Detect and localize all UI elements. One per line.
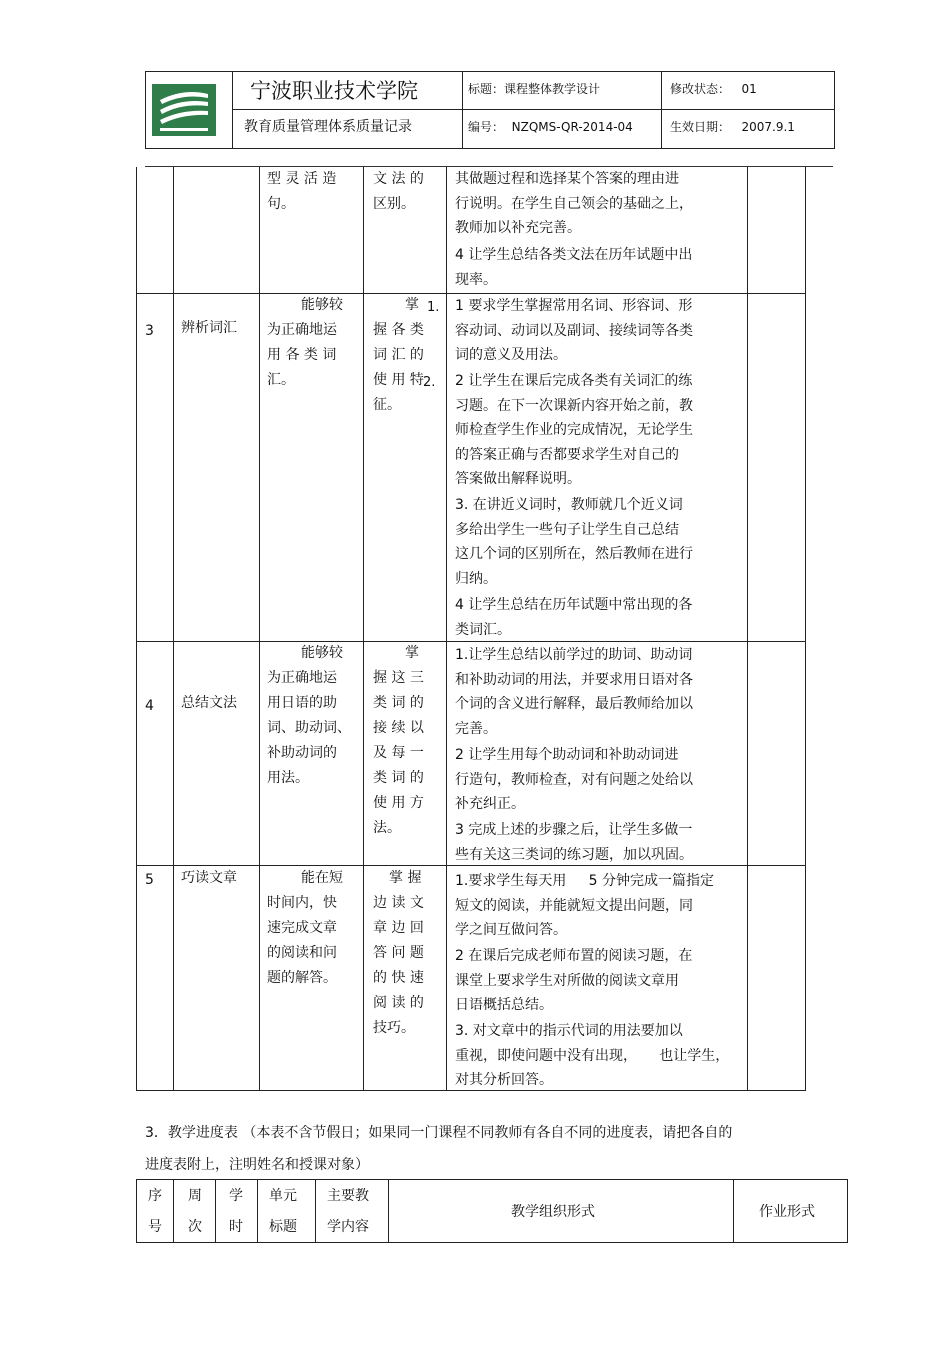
step-text: 重视，即使问题中没有出现， 也让学生，: [455, 1047, 730, 1064]
knowledge-text: 及 每 一: [373, 745, 424, 761]
header-unit: 标题: [269, 1219, 297, 1235]
step-text: 3. 对文章中的指示代词的用法要加以: [455, 1023, 683, 1039]
row-number: 4: [145, 698, 154, 714]
knowledge-text: 答 问 题: [373, 945, 424, 961]
task-title: 总结文法: [181, 695, 237, 711]
objective-text: 词、助动词、: [267, 720, 351, 736]
step-text: 这几个词的区别所在，然后教师在进行: [455, 546, 693, 562]
header-seq: 号: [148, 1219, 162, 1235]
header-unit: 单元: [269, 1188, 297, 1204]
knowledge-text: 文 法 的: [373, 171, 424, 187]
objective-text: 用日语的助: [267, 695, 337, 711]
knowledge-text: 类 词 的: [373, 695, 424, 711]
step-text: 完善。: [455, 720, 497, 737]
knowledge-text: 的 快 速: [373, 970, 424, 986]
knowledge-text: 握 各 类: [373, 322, 424, 338]
objective-text: 能够较: [301, 645, 343, 661]
header-seq: 序: [148, 1188, 162, 1204]
step-marker: 2.: [423, 375, 436, 390]
knowledge-text: 类 词 的: [373, 770, 424, 786]
step-marker: 1.: [427, 300, 440, 315]
header-content: 主要教: [327, 1188, 369, 1204]
step-text: 学之间互做问答。: [455, 922, 567, 938]
effective-date-field: 生效日期： 2007.9.1: [670, 120, 795, 134]
revision-field: 修改状态： 01: [670, 82, 757, 96]
teaching-design-table: [136, 167, 806, 1091]
header-hours: 时: [229, 1219, 243, 1235]
objective-text: 句。: [267, 196, 295, 212]
step-text: 容动词、动词以及副词、接续词等各类: [455, 322, 693, 339]
header-homework: 作业形式: [759, 1204, 815, 1220]
step-text: 其做题过程和选择某个答案的理由进: [455, 171, 679, 187]
header-week: 次: [188, 1219, 202, 1235]
knowledge-text: 词 汇 的: [373, 347, 424, 363]
step-text: 课堂上要求学生对所做的阅读文章用: [455, 972, 679, 989]
step-text: 2 在课后完成老师布置的阅读习题，在: [455, 948, 693, 964]
task-title: 辨析词汇: [181, 320, 237, 336]
title-field: 标题：课程整体教学设计: [468, 82, 601, 96]
step-text: 和补助动词的用法，并要求用日语对各: [455, 671, 693, 688]
step-text: 归纳。: [455, 570, 497, 587]
knowledge-text: 使 用 方: [373, 795, 424, 811]
step-text: 日语概括总结。: [455, 997, 553, 1013]
step-text: 答案做出解释说明。: [455, 471, 581, 487]
step-text: 个词的含义进行解释，最后教师给加以: [455, 696, 693, 712]
step-text: 对其分析回答。: [455, 1072, 553, 1088]
knowledge-text: 掌: [405, 297, 419, 313]
objective-text: 时间内，快: [267, 895, 337, 911]
step-text: 4 让学生总结各类文法在历年试题中出: [455, 247, 693, 263]
knowledge-text: 阅 读 的: [373, 995, 424, 1011]
objective-text: 能够较: [301, 297, 343, 313]
header-content: 学内容: [327, 1219, 369, 1235]
knowledge-text: 技巧。: [373, 1020, 415, 1036]
step-text: 多给出学生一些句子让学生自己总结: [455, 521, 679, 538]
step-text: 类词汇。: [455, 621, 511, 638]
knowledge-text: 章 边 回: [373, 920, 424, 936]
objective-text: 为正确地运: [267, 322, 337, 338]
objective-text: 题的解答。: [267, 970, 337, 986]
section-heading: 3．教学进度表 （本表不含节假日；如果同一门课程不同教师有各自不同的进度表，请把各自的: [145, 1125, 733, 1141]
step-text: 1 要求学生掌握常用名词、形容词、形: [455, 298, 693, 314]
step-text: 现率。: [455, 271, 497, 288]
step-text: 3 完成上述的步骤之后，让学生多做一: [455, 822, 693, 838]
system-name: 教育质量管理体系质量记录: [244, 119, 412, 135]
step-text: 4 让学生总结在历年试题中常出现的各: [455, 597, 693, 613]
knowledge-text: 掌 握: [389, 870, 422, 886]
step-text: 1.要求学生每天用 5 分钟完成一篇指定: [455, 873, 714, 889]
step-text: 1.让学生总结以前学过的助词、助动词: [455, 647, 693, 663]
step-text: 行说明。在学生自己领会的基础之上，: [455, 195, 693, 212]
step-text: 3. 在讲近义词时，教师就几个近义词: [455, 497, 683, 513]
knowledge-text: 法。: [373, 820, 401, 836]
objective-text: 能在短: [301, 870, 343, 886]
section-note: 进度表附上，注明姓名和授课对象）: [145, 1157, 369, 1173]
step-text: 2 让学生用每个助动词和补助动词进: [455, 747, 679, 763]
objective-text: 用法。: [267, 770, 309, 786]
objective-text: 为正确地运: [267, 670, 337, 686]
row-number: 5: [145, 872, 154, 888]
objective-text: 汇。: [267, 372, 295, 388]
step-text: 教师加以补充完善。: [455, 220, 581, 236]
knowledge-text: 边 读 文: [373, 895, 424, 911]
step-text: 些有关这三类词的练习题，加以巩固。: [455, 846, 693, 863]
knowledge-text: 接 续 以: [373, 720, 424, 736]
knowledge-text: 征。: [373, 397, 401, 413]
knowledge-text: 使 用 特: [373, 372, 424, 388]
number-field: 编号： NZQMS-QR-2014-04: [468, 120, 633, 134]
step-text: 2 让学生在课后完成各类有关词汇的练: [455, 373, 693, 389]
step-text: 行造句，教师检查，对有问题之处给以: [455, 771, 693, 788]
knowledge-text: 握 这 三: [373, 670, 424, 686]
task-title: 巧读文章: [181, 870, 237, 886]
knowledge-text: 区别。: [373, 196, 415, 212]
step-text: 习题。在下一次课新内容开始之前，教: [455, 397, 693, 414]
step-text: 师检查学生作业的完成情况，无论学生: [455, 422, 693, 438]
knowledge-text: 掌: [405, 645, 419, 661]
header-organization: 教学组织形式: [511, 1204, 595, 1220]
header-box: [145, 71, 835, 149]
objective-text: 的阅读和问: [267, 945, 337, 961]
objective-text: 补助动词的: [267, 745, 337, 761]
objective-text: 型 灵 活 造: [267, 171, 337, 187]
school-logo: [152, 84, 216, 136]
step-text: 的答案正确与否都要求学生对自己的: [455, 446, 679, 463]
header-week: 周: [188, 1188, 202, 1204]
objective-text: 用 各 类 词: [267, 347, 337, 363]
step-text: 补充纠正。: [455, 796, 525, 812]
header-hours: 学: [229, 1188, 243, 1204]
objective-text: 速完成文章: [267, 920, 337, 936]
step-text: 短文的阅读，并能就短文提出问题，同: [455, 897, 693, 914]
step-text: 词的意义及用法。: [455, 347, 567, 363]
schedule-table-header: [136, 1179, 848, 1243]
row-number: 3: [145, 323, 154, 339]
school-name: 宁波职业技术学院: [250, 79, 418, 103]
